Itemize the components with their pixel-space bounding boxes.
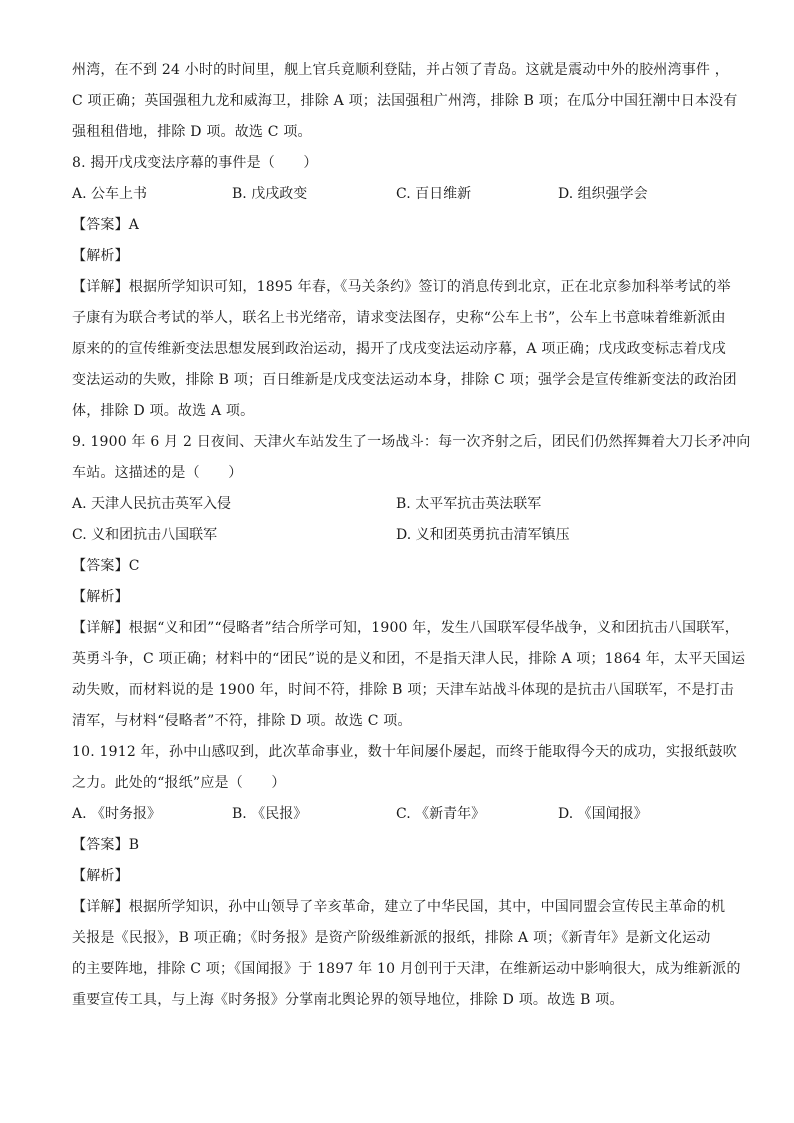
q8-detail-line: 体，排除 D 项。故选 A 项。 [72,403,255,419]
q10-option-d: D. 《国闻报》 [558,806,648,822]
q10-option-b: B. 《民报》 [232,806,308,822]
question-8-stem: 8. 揭开戊戌变法序幕的事件是（ ） [72,155,318,171]
question-10-stem: 10. 1912 年，孙中山感叹到，此次革命事业，数十年间屡仆屡起，而终于能取得今天的成功，实报纸鼓吹 [72,744,737,760]
question-10-stem: 之力。此处的“报纸”应是（ ） [72,775,286,791]
q10-answer: 【答案】B [72,837,140,853]
q9-detail-line: 动失败，而材料说的是 1900 年，时间不符，排除 B 项；天津车站战斗体现的是抗击八国联军，不是打击 [72,682,734,698]
q9-option-d: D. 义和团英勇抗击清军镇压 [396,527,570,543]
q10-option-a: A. 《时务报》 [72,806,162,822]
q9-detail-line: 英勇斗争，C 项正确；材料中的“团民”说的是义和团，不是指天津人民，排除 A 项；1864 年，太平天国运 [72,651,746,667]
q8-detail-line: 原来的的宣传维新变法思想发展到政治运动，揭开了戊戌变法运动序幕，A 项正确；戊戌政变标志着戊戌 [72,341,726,357]
q9-option-c: C. 义和团抗击八国联军 [72,527,218,543]
q9-detail-line: 清军，与材料“侵略者”不符，排除 D 项。故选 C 项。 [72,713,412,729]
question-9-stem: 9. 1900 年 6 月 2 日夜间、天津火车站发生了一场战斗：每一次齐射之后，团民们仍然挥舞着大刀长矛冲向 [72,434,751,450]
q8-answer: 【答案】A [72,217,140,233]
q8-detail-line: 【详解】根据所学知识可知，1895 年春，《马关条约》签订的消息传到北京，正在北京参加科举考试的举 [72,279,731,295]
q10-option-c: C. 《新青年》 [396,806,486,822]
intro-line: 州湾，在不到 24 小时的时间里，舰上官兵竟顺利登陆，并占领了青岛。这就是震动中外的胶州湾事件 ， [72,62,729,78]
intro-line: C 项正确；英国强租九龙和威海卫，排除 A 项；法国强租广州湾，排除 B 项；在瓜分中国狂潮中日本没有 [72,93,738,109]
q9-option-a: A. 天津人民抗击英军入侵 [72,496,232,512]
q10-detail-line: 重要宣传工具，与上海《时务报》分掌南北舆论界的领导地位，排除 D 项。故选 B 项。 [72,992,624,1008]
q9-option-b: B. 太平军抗击英法联军 [396,496,542,512]
q8-option-d: D. 组织强学会 [558,186,648,202]
q9-detail-line: 【详解】根据“义和团”“侵略者”结合所学可知，1900 年，发生八国联军侵华战争，义和团抗击八国联军， [72,620,739,636]
q8-option-c: C. 百日维新 [396,186,472,202]
q8-detail-line: 子康有为联合考试的举人，联名上书光绪帝，请求变法图存，史称“公车上书”，公车上书意味着维新派由 [72,310,726,326]
q9-analysis-label: 【解析】 [72,589,129,605]
intro-line: 强租租借地，排除 D 项。故选 C 项。 [72,124,312,140]
q10-detail-line: 【详解】根据所学知识，孙中山领导了辛亥革命，建立了中华民国，其中，中国同盟会宣传民主革命的机 [72,899,726,915]
q9-answer: 【答案】C [72,558,140,574]
q8-option-a: A. 公车上书 [72,186,148,202]
q8-analysis-label: 【解析】 [72,248,129,264]
q8-option-b: B. 戊戌政变 [232,186,308,202]
q10-detail-line: 的主要阵地，排除 C 项；《国闻报》于 1897 年 10 月创刊于天津，在维新运动中影响很大，成为维新派的 [72,961,741,977]
q8-detail-line: 变法运动的失败，排除 B 项；百日维新是戊戌变法运动本身，排除 C 项；强学会是宣传维新变法的政治团 [72,372,737,388]
q10-detail-line: 关报是《民报》，B 项正确；《时务报》是资产阶级维新派的报纸，排除 A 项；《新青年》是新文化运动 [72,930,711,946]
q10-analysis-label: 【解析】 [72,868,129,884]
question-9-stem: 车站。这描述的是（ ） [72,465,243,481]
